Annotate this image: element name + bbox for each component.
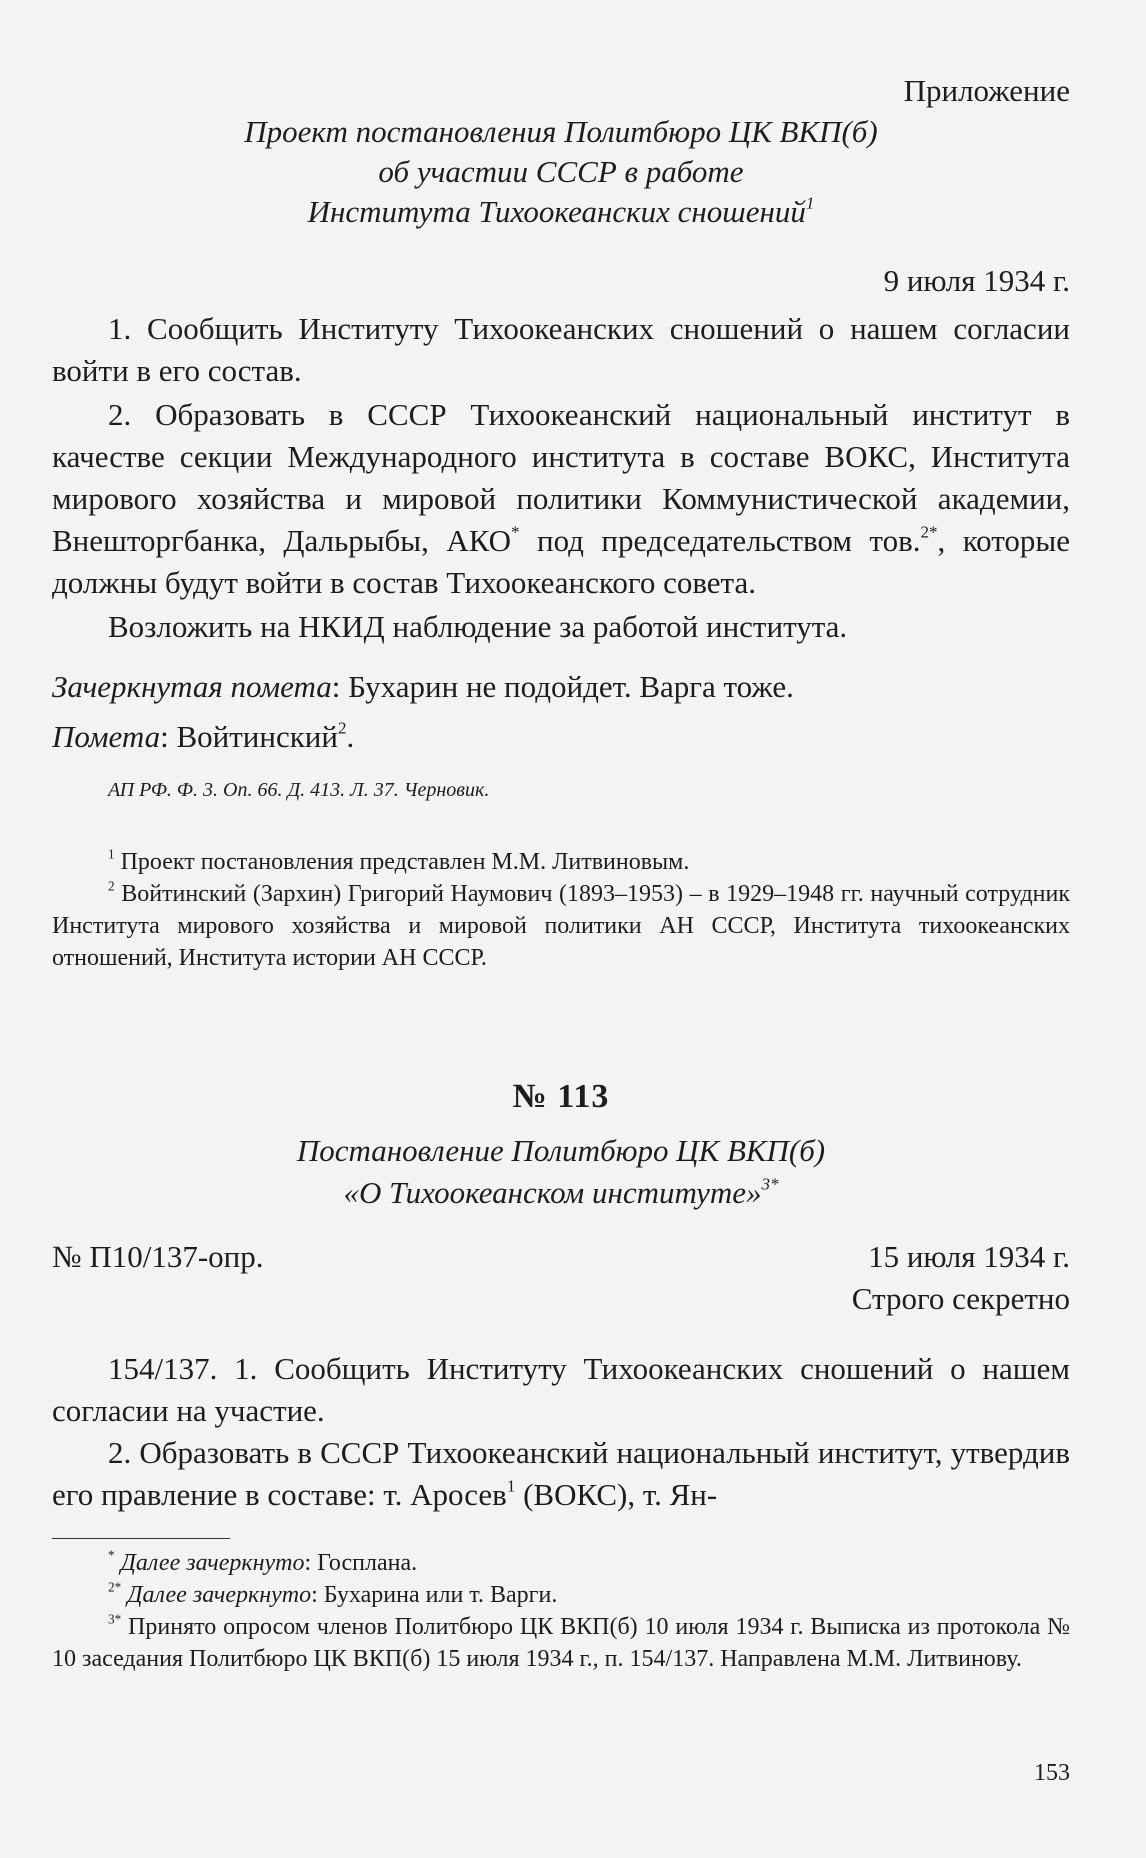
document-number: № 113: [512, 1078, 610, 1115]
document-title-line: [52, 1172, 1070, 1214]
paragraph-text: , которые должны будут войти в состав Тихоокеанского совета.: [52, 523, 1070, 600]
footnote-marker: *: [108, 1547, 115, 1563]
footnote-marker: 3*: [108, 1611, 122, 1627]
footnote-marker: 1: [108, 846, 115, 862]
appendix-title: [52, 112, 1070, 232]
paragraph-text: 2. Образовать в СССР Тихоокеанский национальный институт в качестве секции Международного института в составе ВОКС, Института мирового хозяйства и мировой политики Коммунистической академии, Внешторгбанка, Дальрыбы, АКО: [52, 397, 1070, 558]
appendix-title-line: об участии СССР в работе: [378, 154, 744, 189]
appendix-date: 9 июля 1934 г.: [883, 263, 1070, 298]
registration-number: № П10/137-опр.: [52, 1239, 264, 1274]
footnote-marker: 2: [108, 878, 115, 894]
document-meta: [52, 1236, 1070, 1320]
appendix-title-line: Проект постановления Политбюро ЦК ВКП(б): [244, 114, 878, 149]
note-label: Помета: [52, 719, 161, 754]
paragraph-text: (ВОКС), т. Ян-: [515, 1477, 718, 1512]
document-title-line: Постановление Политбюро ЦК ВКП(б): [296, 1133, 826, 1168]
note: [52, 716, 1070, 758]
footnote-text: : Бухарина или т. Варги.: [311, 1582, 558, 1608]
footnote: [52, 1579, 1070, 1611]
footnote: [52, 878, 1070, 974]
note-label: Зачеркнутая помета: [52, 669, 332, 704]
footnote-ref[interactable]: 2*: [920, 522, 938, 542]
document-paragraph-2: [52, 1432, 1070, 1516]
footnote-text: : Госплана.: [304, 1550, 418, 1576]
classification-label: Строго секретно: [851, 1281, 1070, 1316]
appendix-paragraph-3: Возложить на НКИД наблюдение за работой института.: [108, 609, 848, 644]
document-title: [52, 1130, 1070, 1214]
page-footnotes: [52, 1547, 1070, 1675]
archive-reference: АП РФ. Ф. 3. Оп. 66. Д. 413. Л. 37. Черновик.: [108, 779, 490, 801]
note-text: : Бухарин не подойдет. Варга тоже.: [331, 669, 794, 704]
footnote-ref[interactable]: 1: [506, 1476, 516, 1496]
appendix-title-text: Института Тихоокеанских сношений: [307, 194, 806, 229]
footnote: [52, 846, 1070, 878]
appendix-title-line: [52, 192, 1070, 232]
footnote-divider: [52, 1538, 230, 1539]
appendix-label: Приложение: [903, 73, 1070, 108]
document-paragraph-1: 154/137. 1. Сообщить Институту Тихоокеанских сношений о нашем согласии на участие.: [52, 1351, 1070, 1428]
footnote-ref[interactable]: 1: [805, 193, 815, 213]
footnote-text: Принято опросом членов Политбюро ЦК ВКП(б) 10 июля 1934 г. Выписка из протокола № 10 заседания Политбюро ЦК ВКП(б) 15 июля 1934 г., п. 154/137. Направлена М.М. Литвинову.: [52, 1614, 1070, 1672]
document-meta-right: [852, 1236, 1070, 1320]
footnote: [52, 1611, 1070, 1675]
appendix-paragraph-1: 1. Сообщить Институту Тихоокеанских сношений о нашем согласии войти в его состав.: [52, 311, 1070, 388]
footnote-label: Далее зачеркнуто: [127, 1582, 312, 1608]
paragraph-text: 2. Образовать в СССР Тихоокеанский национальный институт, утвердив его правление в составе: т. Аросев: [52, 1435, 1070, 1512]
footnote-ref[interactable]: 3*: [761, 1174, 779, 1194]
page: [52, 70, 1070, 1675]
document-title-text: «О Тихоокеанском институте»: [343, 1175, 762, 1210]
page-number: 153: [1034, 1760, 1070, 1786]
document-date: 15 июля 1934 г.: [868, 1239, 1070, 1274]
footnote-text: Войтинский (Зархин) Григорий Наумович (1893–1953) – в 1929–1948 гг. научный сотрудник Института мирового хозяйства и мировой политики АН СССР, Института тихоокеанских отношений, Института истории АН СССР.: [52, 881, 1070, 971]
footnote-label: Далее зачеркнуто: [120, 1550, 305, 1576]
appendix-footnotes: [52, 846, 1070, 974]
footnote-text: Проект постановления представлен М.М. Литвиновым.: [114, 849, 690, 875]
footnote-marker: 2*: [108, 1579, 122, 1595]
footnote-ref[interactable]: *: [511, 522, 520, 542]
document-body: [52, 1348, 1070, 1516]
footnote-ref[interactable]: 2: [337, 718, 347, 738]
strikethrough-note: [52, 666, 1070, 708]
note-text: : Войтинский: [160, 719, 338, 754]
appendix-paragraph-2: [52, 394, 1070, 604]
footnote: [52, 1547, 1070, 1579]
note-end: .: [346, 719, 355, 754]
paragraph-text: под председательством тов.: [519, 523, 921, 558]
